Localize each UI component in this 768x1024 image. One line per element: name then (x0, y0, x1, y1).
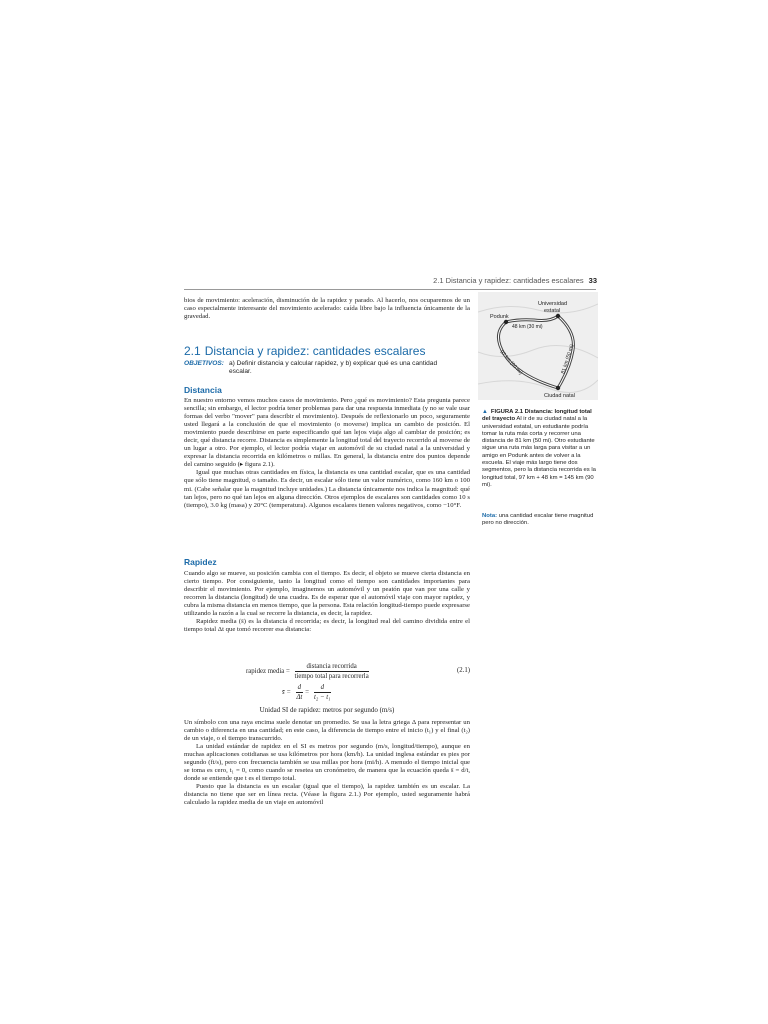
segment-label-hometown-podunk: 97 km (60 mi) (498, 349, 524, 377)
margin-note (482, 513, 598, 528)
closing-paragraph-3: Puesto que la distancia es un escalar (igual que el tiempo), la rapidez también es un escalar. La distancia no tiene que ser en línea recta. (Véase la figura 2.1.) Por ejemplo, usted seguramente habrá calculado la rapidez media de un viaje en automóvil (184, 783, 470, 807)
note-label: Nota: (482, 513, 498, 519)
equation-frac1-den: Δt (296, 694, 303, 701)
label-podunk: Podunk (490, 314, 509, 320)
label-university-line-2: estatal (544, 308, 561, 314)
rapidez-paragraph-2: Rapidez media (s̄) es la distancia d recorrida; es decir, la longitud real del camino dividida entre el tiempo total Δt que tomó recorrer esa distancia: (184, 618, 470, 634)
section-title-text: Distancia y rapidez: cantidades escalares (204, 344, 426, 358)
section-title (184, 344, 470, 358)
equation-frac1-num: d (297, 684, 302, 691)
equation-line-1 (246, 663, 369, 680)
si-unit-line: Unidad SI de rapidez: metros por segundo (m/s) (259, 706, 395, 714)
equation-line2-lhs: s̄ = (282, 689, 291, 697)
closing-body (184, 719, 470, 808)
equation-line2-eq: = (304, 689, 310, 697)
segment-label-hometown-university: 81 km (50 mi) (560, 343, 576, 375)
figure-caption (482, 409, 598, 489)
segment-label-podunk-university: 48 km (30 mi) (512, 324, 543, 330)
intro-text: bios de movimiento: aceleración, disminución de la rapidez y parado. Al hacerlo, nos ocuparemos de un caso especialmente interesante del movimiento acelerado: caída libre bajo la influencia únicamente de la gravedad. (184, 297, 470, 321)
section-number: 2.1 (184, 344, 201, 358)
figure-2-1-map (478, 292, 598, 400)
note-text: una cantidad escalar tiene magnitud pero no dirección. (482, 513, 594, 527)
equation-line-2 (282, 684, 331, 701)
heading-distancia: Distancia (184, 385, 222, 395)
distancia-paragraph-1: En nuestro entorno vemos muchos casos de movimiento. Pero ¿qué es movimiento? Esta pregunta parece sencilla; sin embargo, el lector podría tener problemas para dar una respuesta inmediata (y no se vale usar formas del verbo "mover" para describir el movimiento). Después de reflexionarlo un poco, seguramente usted llegará a la conclusión de que el movimiento (o moverse) implica un cambio de posición. El movimiento puede describirse en parte especificando qué tan lejos viaja algo al cambiar de posición; es decir, qué distancia recorre. Distancia es simplemente la longitud total del trayecto recorrido al moverse de un lugar a otro. Por ejemplo, el lector podría viajar en automóvil de su ciudad natal a la universidad y expresar la distancia recorrida en kilómetros o millas. En general, la distancia entre dos puntos depende del camino seguido (▸ figura 2.1). (184, 397, 470, 469)
equation-frac2-den: t₂ − t₁ (314, 694, 331, 701)
equation-frac2-num: d (314, 684, 331, 693)
label-hometown: Ciudad natal (544, 393, 575, 399)
map-background (478, 292, 598, 400)
distancia-body (184, 397, 470, 510)
equation-number: (2.1) (456, 667, 470, 674)
equation-lhs: rapidez media = (246, 668, 290, 676)
header-rule (184, 289, 596, 290)
closing-paragraph-2: La unidad estándar de rapidez en el SI es metros por segundo (m/s, longitud/tiempo), aunque en muchas aplicaciones cotidianas se usa kilómetros por hora (km/h). La unidad inglesa estándar es pies por segundo (ft/s), pero con frecuencia también se usa millas por hora (mi/h). A menudo el tiempo inicial que se toma es cero, t₁ = 0, como cuando se resetea un cronómetro, de manera que la ecuación queda s̄ = d/t, donde se entiende que t es el tiempo total. (184, 743, 470, 783)
caption-text: Al ir de su ciudad natal a la universidad estatal, un estudiante podría tomar la ruta más corta y recorrer una distancia de 81 km (50 mi). Otro estudiante sigue una ruta más larga para visitar a un amigo en Podunk antes de volver a la escuela. El viaje más largo tiene dos segmentos, pero la distancia recorrida es la longitud total, 97 km + 48 km = 145 km (90 mi). (482, 416, 596, 488)
route-map (478, 292, 598, 400)
page-number: 33 (588, 276, 597, 285)
equation-fraction-d-dt (296, 684, 303, 701)
caption-triangle-icon: ▲ (482, 409, 488, 415)
rapidez-paragraph-1: Cuando algo se mueve, su posición cambia con el tiempo. Es decir, el objeto se mueve cierta distancia en cierto tiempo. Por consiguiente, tanto la longitud como el tiempo son cantidades importantes para describir el movimiento. Por ejemplo, imaginemos un automóvil y un peatón que van por una calle y recorren la distancia (longitud) de una cuadra. Es de esperar que el automóvil viaje con mayor rapidez, y cubra la misma distancia en menos tiempo, que la persona. Esta relación longitud-tiempo puede expresarse utilizando la razón a la cual se recorre la distancia, es decir, la rapidez. (184, 570, 470, 618)
equation-numerator: distancia recorrida (295, 663, 369, 672)
equation-denominator: tiempo total para recorrerla (294, 673, 369, 680)
hometown-marker (556, 386, 560, 390)
caption-label: FIGURA 2.1 (490, 409, 524, 415)
distancia-paragraph-2: Igual que muchas otras cantidades en física, la distancia es una cantidad escalar, que es una cantidad que sólo tiene magnitud, o tamaño. Es decir, un escalar sólo tiene un valor numérico, como 160 km o 100 mi. (Cabe señalar que la magnitud incluye unidades.) La distancia únicamente nos indica la magnitud: qué tan lejos, pero no qué tan lejos en alguna dirección. Otros ejemplos de escalares son cantidades como 10 s (tiempo), 3.0 kg (masa) y 20°C (temperatura). Algunos escalares tienen valores negativos, como −10°F. (184, 469, 470, 509)
university-marker (556, 314, 560, 318)
equation-2-1 (184, 657, 470, 709)
heading-rapidez: Rapidez (184, 557, 217, 567)
intro-paragraph (184, 297, 470, 321)
caption-title: Distancia: longitud total del trayecto (482, 409, 592, 423)
objectives-text: a) Definir distancia y calcular rapidez, y b) explicar qué es una cantidad escalar. (228, 360, 438, 375)
podunk-marker (504, 320, 508, 324)
equation-fraction-d-t2t1 (314, 684, 331, 701)
equation-fraction (295, 663, 369, 680)
objectives-label: OBJETIVOS: (184, 360, 224, 367)
closing-paragraph-1: Un símbolo con una raya encima suele denotar un promedio. Se usa la letra griega Δ para representar un cambio o diferencia en una cantidad; en este caso, la diferencia de tiempo entre el inicio (t₁) y el final (t₂) de un viaje, o el tiempo transcurrido. (184, 719, 470, 743)
rapidez-body (184, 570, 470, 634)
label-university-line-1: Universidad (538, 301, 568, 307)
running-title: 2.1 Distancia y rapidez: cantidades escalares (433, 276, 584, 285)
objectives (184, 360, 470, 376)
running-header (421, 276, 597, 285)
